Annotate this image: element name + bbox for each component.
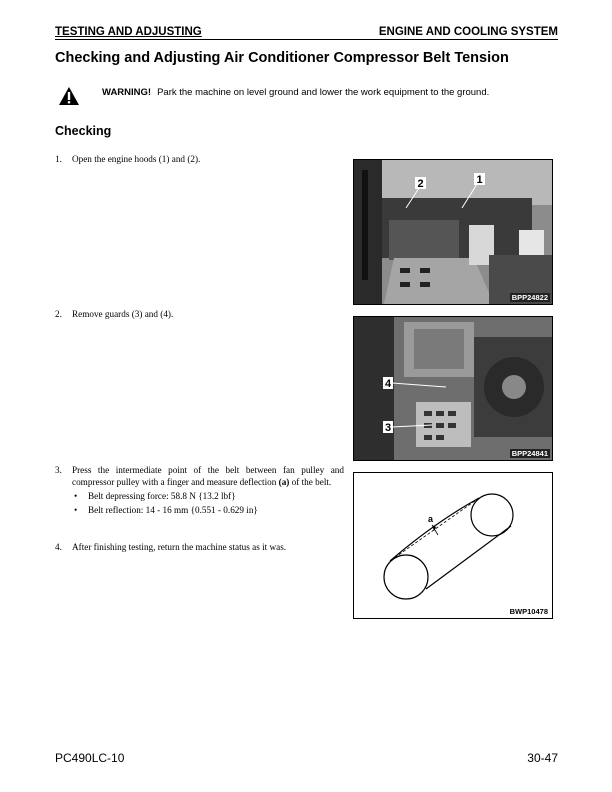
header-rule <box>55 39 558 40</box>
warning-triangle-icon <box>58 86 80 106</box>
engine-hoods-photo <box>354 160 552 304</box>
figure-code: BWP10478 <box>509 607 548 616</box>
callout-label: a <box>428 514 434 524</box>
step-number: 1. <box>55 154 62 164</box>
belt-deflection-diagram <box>354 473 552 618</box>
bullet-item: • Belt depressing force: 58.8 N {13.2 lbf} <box>72 490 344 502</box>
step-number: 3. <box>55 465 62 475</box>
step-4 <box>55 541 344 553</box>
step-2 <box>55 308 344 320</box>
footer-model: PC490LC-10 <box>55 751 125 765</box>
step-text: Open the engine hoods (1) and (2). <box>72 154 201 164</box>
page-title: Checking and Adjusting Air Conditioner Compressor Belt Tension <box>55 50 509 66</box>
step-3 <box>55 464 344 516</box>
step-text: Remove guards (3) and (4). <box>72 309 174 319</box>
figure-belt-diagram <box>353 472 553 619</box>
step-number: 2. <box>55 309 62 319</box>
header-section-left: TESTING AND ADJUSTING <box>55 26 202 38</box>
figure-guards <box>353 316 553 461</box>
step-text-part: Press the intermediate point of the belt between fan pulley and compressor pulley with a finger and measure deflection <box>72 465 344 487</box>
step-1 <box>55 153 344 165</box>
step-text: After finishing testing, return the machine status as it was. <box>72 542 287 552</box>
warning-label: WARNING! <box>102 87 152 98</box>
warning-note <box>102 87 489 98</box>
bullet-item: • Belt reflection: 14 - 16 mm {0.551 - 0.629 in} <box>72 504 344 516</box>
callout-label: 2 <box>417 178 424 190</box>
footer-page-number: 30-47 <box>527 751 558 765</box>
step-number: 4. <box>55 542 62 552</box>
figure-engine-hoods <box>353 159 553 305</box>
step-text <box>72 464 344 488</box>
callout-label: 1 <box>476 174 483 186</box>
header-section-right: ENGINE AND COOLING SYSTEM <box>378 26 558 38</box>
figure-code: BPP24822 <box>511 293 548 302</box>
warning-text: Park the machine on level ground and lower the work equipment to the ground. <box>157 87 490 98</box>
section-heading: Checking <box>55 124 112 138</box>
callout-label: 3 <box>384 422 392 434</box>
guards-photo <box>354 317 552 460</box>
callout-label: 4 <box>384 378 392 390</box>
step-text-part: of the belt. <box>289 477 332 487</box>
deflection-ref: (a) <box>278 477 290 487</box>
figure-code: BPP24841 <box>511 449 548 458</box>
